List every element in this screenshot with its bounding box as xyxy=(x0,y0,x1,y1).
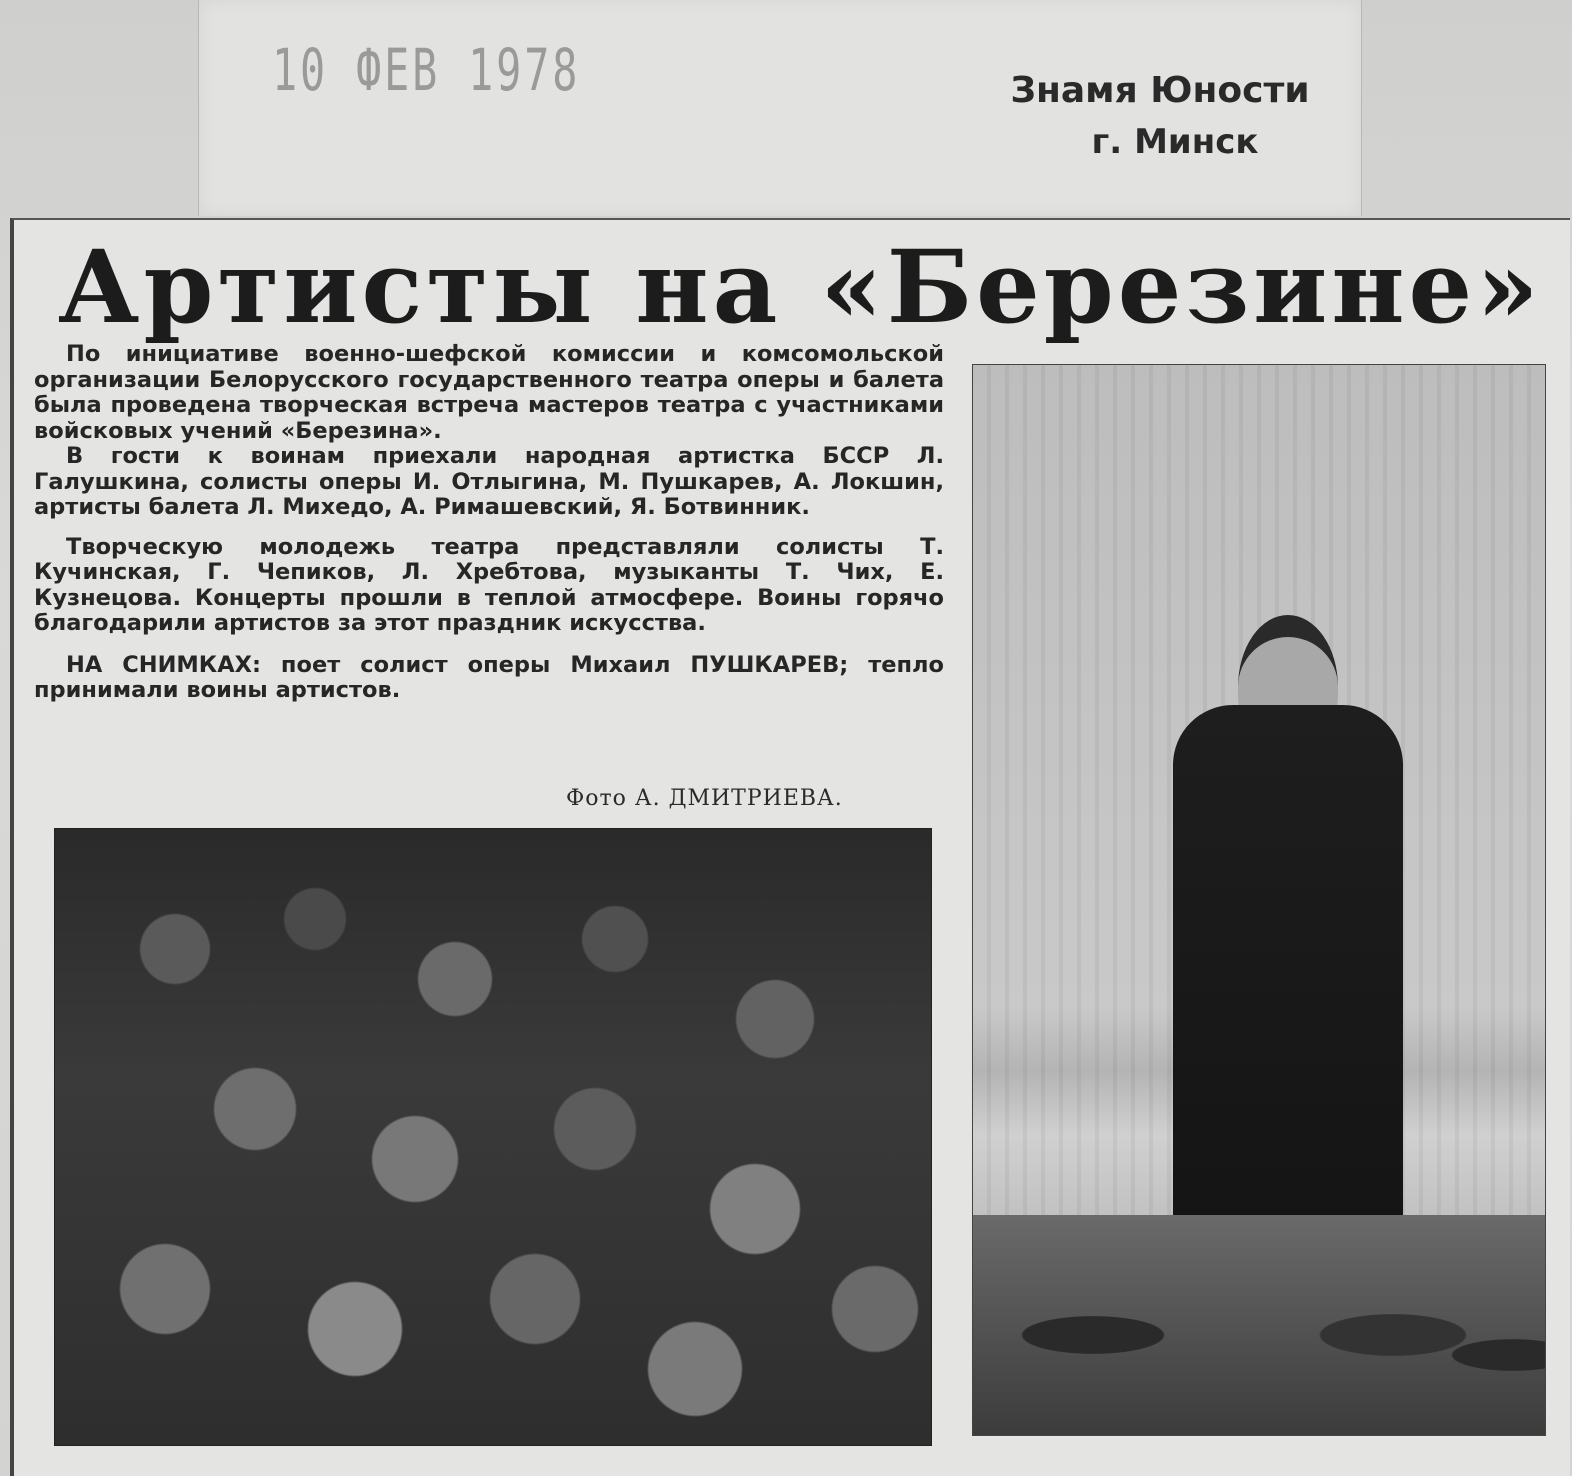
article-body xyxy=(34,342,944,704)
singer-figure xyxy=(1173,705,1403,1245)
article-paragraph: Творческую молодежь театра представляли солисты Т. Кучинская, Г. Чепиков, Л. Хребтова, музыканты Т. Чих, Е. Кузнецова. Концерты прошли в теплой атмосфере. Воины горячо благодарили артистов за этот праздник искусства. xyxy=(34,533,944,636)
photo-credit: Фото А. ДМИТРИЕВА. xyxy=(566,786,843,811)
audience-photo xyxy=(54,828,932,1446)
article-headline: Артисты на «Березине» xyxy=(58,228,1543,346)
foreground-audience xyxy=(973,1215,1545,1435)
source-stamp xyxy=(975,70,1345,162)
newspaper-clipping xyxy=(10,218,1570,1476)
date-stamp: 10 ФЕВ 1978 xyxy=(272,36,581,104)
article-paragraph: По инициативе военно-шефской комиссии и комсомольской организации Белорусского государственного театра оперы и балета была проведена творческая встреча мастеров театра с участниками войсковых учений «Березина». xyxy=(34,341,944,444)
source-stamp-city: г. Минск xyxy=(1091,122,1259,163)
article-paragraph: В гости к воинам приехали народная артистка БССР Л. Галушкина, солисты оперы И. Отлыгина, М. Пушкарев, А. Локшин, артисты балета Л. Михедо, А. Римашевский, Я. Ботвинник. xyxy=(34,443,944,520)
singer-photo xyxy=(972,364,1546,1436)
photo-caption: НА СНИМКАХ: поет солист оперы Михаил ПУШКАРЕВ; тепло принимали воины артистов. xyxy=(34,651,944,703)
source-stamp-newspaper: Знамя Юности xyxy=(1010,70,1310,111)
